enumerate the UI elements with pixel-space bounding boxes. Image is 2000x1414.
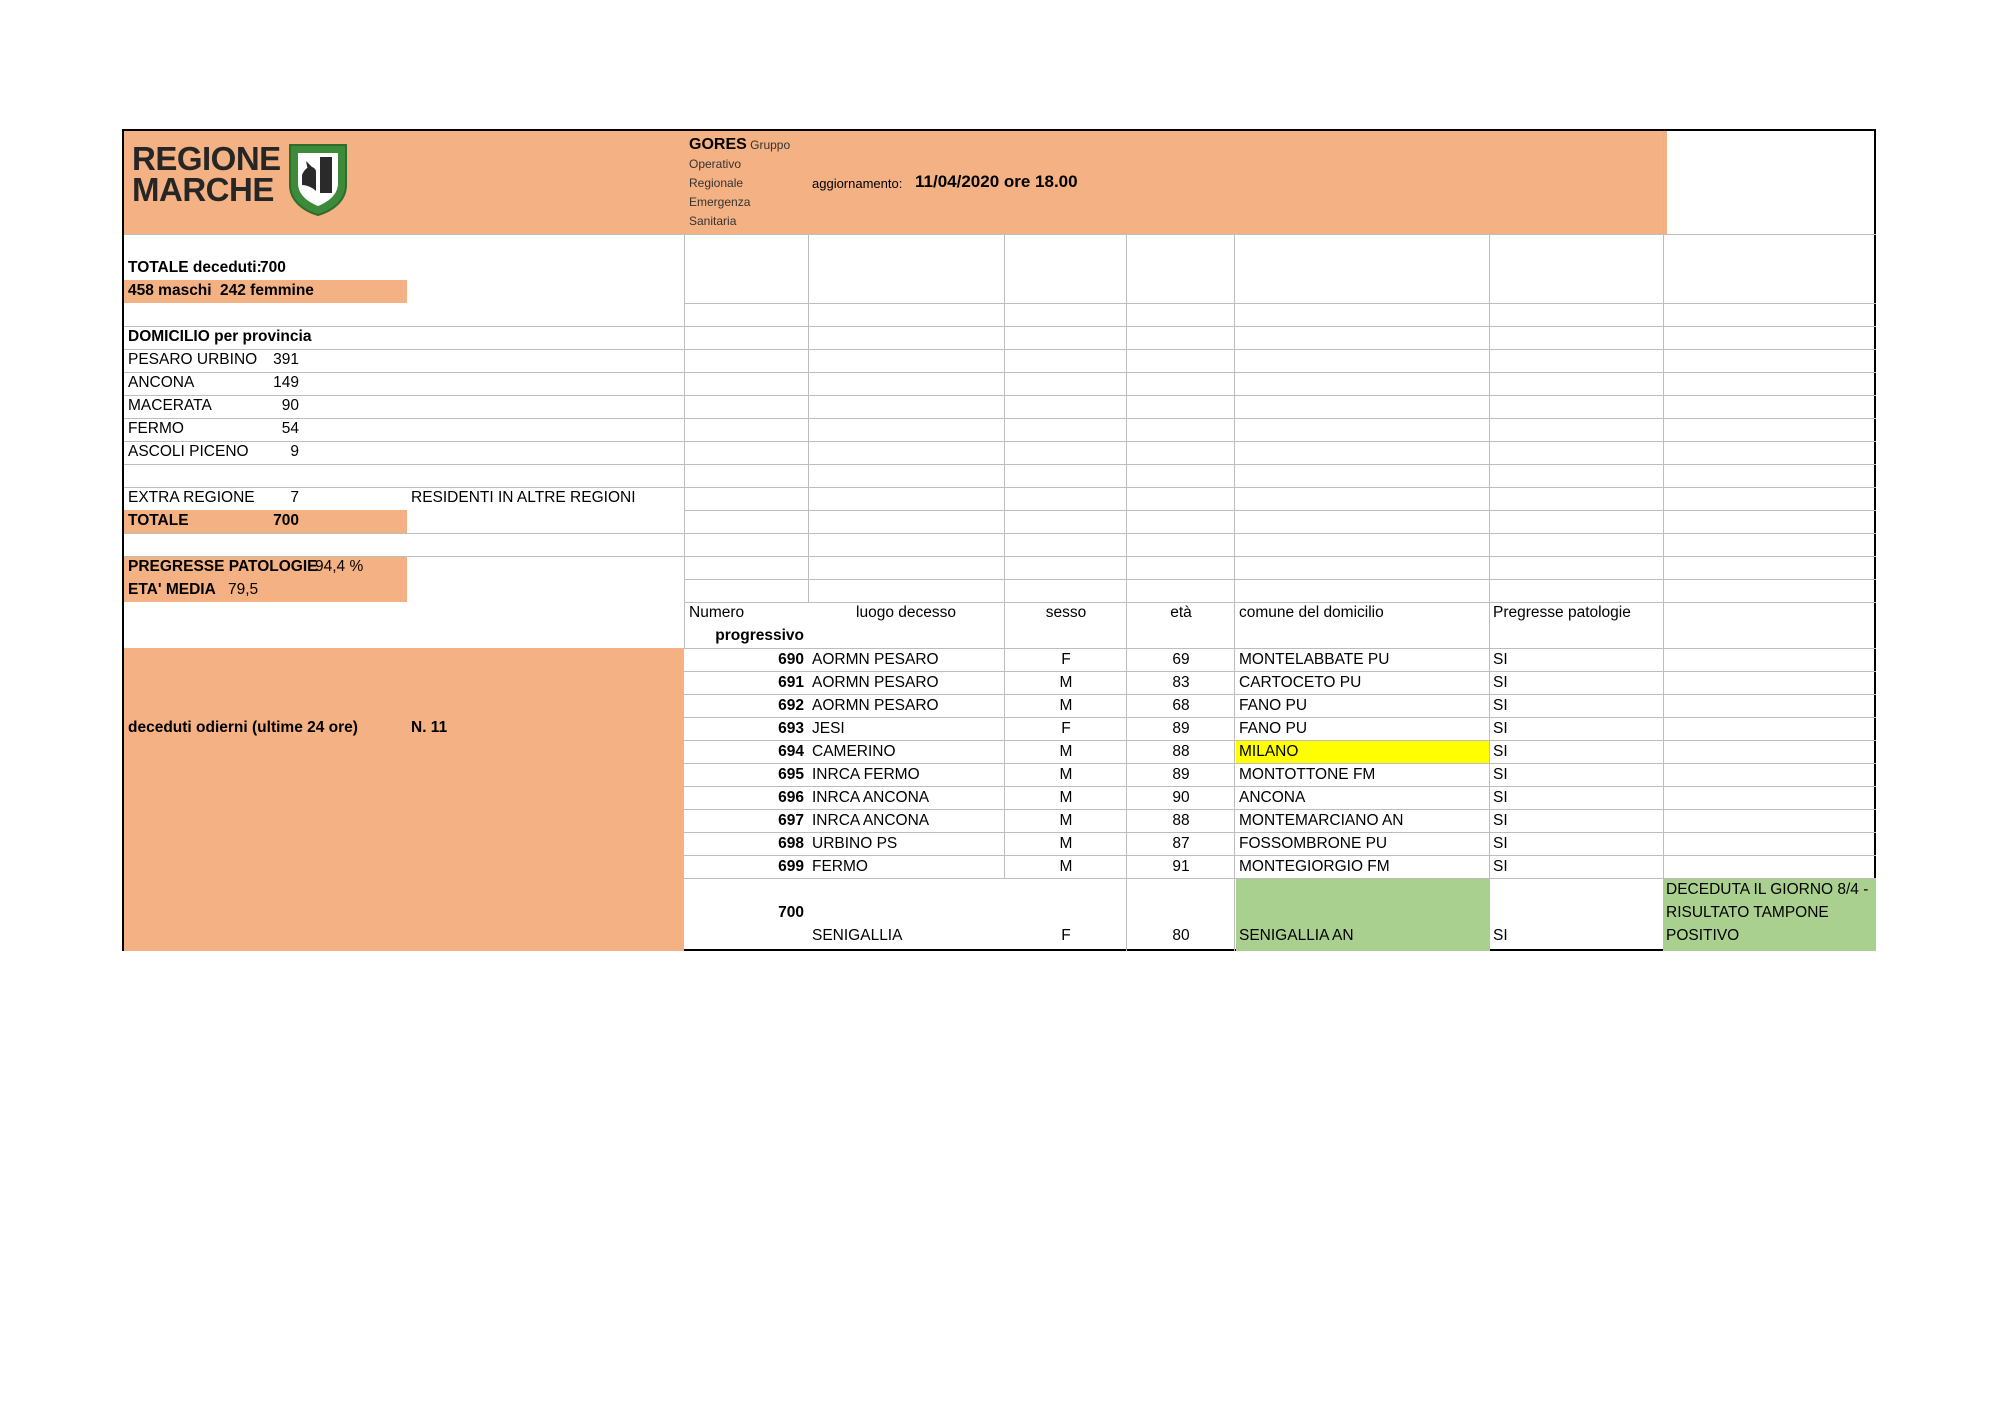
province-value: 149 [273,374,299,391]
odierni-label: deceduti odierni (ultime 24 ore) [128,719,358,736]
row-comune: MONTEMARCIANO AN [1239,812,1404,829]
grid-row-line [684,303,1876,304]
femmine: 242 femmine [220,282,314,299]
grid-row-line [124,326,684,327]
domicilio-title: DOMICILIO per provincia [128,328,312,345]
province-name: ASCOLI PICENO [128,443,249,460]
eta-media-value: 79,5 [228,581,259,598]
row-patologie: SI [1493,835,1508,852]
province-value: 54 [281,420,299,437]
row-luogo: JESI [812,720,845,737]
row-comune: MILANO [1239,743,1299,760]
province-name: MACERATA [128,397,212,414]
grid-row-line [684,556,1876,557]
grid-row-line [684,579,1876,580]
row-numero: 698 [778,835,804,852]
row-luogo: URBINO PS [812,835,898,852]
row-comune: MONTELABBATE PU [1239,651,1390,668]
header-patologie: Pregresse patologie [1493,604,1631,621]
grid-row-line [124,372,684,373]
extra-regione-label: EXTRA REGIONE [128,489,255,506]
row-comune: MONTEGIORGIO FM [1239,858,1390,875]
province-name: PESARO URBINO [128,351,258,368]
odierni-block [124,648,684,951]
row-eta: 83 [1172,674,1190,691]
row-sesso: M [1059,858,1073,875]
last-row-num: 700 [778,904,804,921]
grid-row-line [684,510,1876,511]
row-patologie: SI [1493,674,1508,691]
last-row-comune: SENIGALLIA AN [1239,927,1354,944]
grid-row-line [684,418,1876,419]
grid-row-line [124,464,684,465]
row-numero: 699 [778,858,804,875]
row-luogo: INRCA ANCONA [812,789,930,806]
grid-row-line [684,671,1876,672]
header-eta: età [1170,604,1192,621]
province-name: ANCONA [128,374,195,391]
last-row-eta: 80 [1172,927,1190,944]
totale-deceduti-value: 700 [260,259,286,276]
row-eta: 89 [1172,766,1190,783]
province-value: 391 [273,351,299,368]
grid-row-line [124,349,684,350]
row-luogo: CAMERINO [812,743,896,760]
grid-row-line [684,533,1876,534]
org-block [689,135,790,231]
header-progressivo: progressivo [715,627,804,644]
grid-row-line [684,349,1876,350]
grid-row-line [124,234,1876,235]
grid-row-line [684,832,1876,833]
last-row-note-0: DECEDUTA IL GIORNO 8/4 - [1666,881,1869,898]
grid-col-line [1234,234,1235,951]
row-sesso: M [1059,743,1073,760]
row-numero: 691 [778,674,804,691]
maschi: 458 maschi [128,282,212,299]
row-sesso: M [1059,812,1073,829]
row-patologie: SI [1493,697,1508,714]
org-line-0: Gruppo [746,138,791,152]
grid-col-line [1663,131,1664,951]
org-line-4: Sanitaria [689,214,737,228]
header-numero: Numero [689,604,745,621]
row-patologie: SI [1493,858,1508,875]
grid-row-line [684,441,1876,442]
province-value: 9 [290,443,299,460]
province-value: 90 [281,397,299,414]
row-eta: 69 [1172,651,1190,668]
last-row-note-1: RISULTATO TAMPONE [1666,904,1829,921]
grid-row-line [124,556,684,557]
grid-row-line [684,395,1876,396]
grid-col-line [684,234,685,648]
last-row-luogo: SENIGALLIA [812,927,903,944]
update-value: 11/04/2020 ore 18.00 [915,172,1078,191]
grid-row-line [684,786,1876,787]
header-luogo: luogo decesso [856,604,956,621]
row-comune: FOSSOMBRONE PU [1239,835,1388,852]
grid-row-line [684,648,1876,649]
row-sesso: M [1059,835,1073,852]
row-eta: 88 [1172,743,1190,760]
row-eta: 91 [1172,858,1190,875]
extra-regione-note: RESIDENTI IN ALTRE REGIONI [411,489,636,506]
org-line-1: Operativo [689,157,742,171]
row-numero: 693 [778,720,804,737]
row-numero: 696 [778,789,804,806]
grid-row-line [684,717,1876,718]
extra-regione-value: 7 [290,489,299,506]
last-row-note-2: POSITIVO [1666,927,1740,944]
grid-row-line [684,855,1876,856]
org-line-3: Emergenza [689,195,751,209]
row-sesso: M [1059,697,1073,714]
row-sesso: F [1061,651,1071,668]
patologie-label: PREGRESSE PATOLOGIE [128,558,318,575]
row-numero: 692 [778,697,804,714]
row-luogo: INRCA ANCONA [812,812,930,829]
header-comune: comune del domicilio [1239,604,1384,621]
row-patologie: SI [1493,789,1508,806]
province-name: FERMO [128,420,184,437]
grid-row-line [124,533,684,534]
row-patologie: SI [1493,720,1508,737]
row-sesso: M [1059,766,1073,783]
grid-row-line [684,602,1876,603]
row-comune: ANCONA [1239,789,1306,806]
row-eta: 88 [1172,812,1190,829]
grid-col-line [1004,234,1005,878]
row-eta: 68 [1172,697,1190,714]
org-line-2: Regionale [689,176,744,190]
row-patologie: SI [1493,743,1508,760]
grid-row-line [684,809,1876,810]
row-sesso: M [1059,789,1073,806]
grid-row-line [684,878,1876,879]
grid-row-line [684,694,1876,695]
grid-row-line [684,326,1876,327]
row-patologie: SI [1493,766,1508,783]
header-sesso: sesso [1045,604,1087,621]
grid-row-line [124,395,684,396]
row-patologie: SI [1493,651,1508,668]
update-label: aggiornamento: [812,176,903,191]
grid-row-line [684,487,1876,488]
row-numero: 697 [778,812,804,829]
row-luogo: AORMN PESARO [812,651,939,668]
row-comune: FANO PU [1239,720,1308,737]
row-comune: FANO PU [1239,697,1308,714]
regione-marche-crest-icon [286,141,350,217]
row-numero: 694 [778,743,804,760]
row-luogo: INRCA FERMO [812,766,920,783]
row-numero: 690 [778,651,804,668]
grid-row-line [124,441,684,442]
report-sheet [122,129,1876,951]
row-sesso: M [1059,674,1073,691]
totale-value: 700 [273,512,299,529]
grid-row-line [124,487,684,488]
grid-col-line [808,234,809,602]
row-luogo: AORMN PESARO [812,674,939,691]
grid-col-line [1126,234,1127,951]
row-eta: 89 [1172,720,1190,737]
odierni-value: N. 11 [411,719,448,736]
totale-label: TOTALE [128,512,189,529]
row-patologie: SI [1493,812,1508,829]
grid-col-line [1489,234,1490,951]
grid-row-line [684,464,1876,465]
last-row-sesso: F [1061,927,1071,944]
row-eta: 87 [1172,835,1190,852]
logo-text-marche: MARCHE [132,171,274,208]
row-numero: 695 [778,766,804,783]
eta-media-label: ETA' MEDIA [128,581,216,598]
grid-row-line [124,418,684,419]
row-comune: CARTOCETO PU [1239,674,1362,691]
row-comune: MONTOTTONE FM [1239,766,1376,783]
patologie-value: 94,4 % [315,558,364,575]
row-luogo: AORMN PESARO [812,697,939,714]
last-row-patologie: SI [1493,927,1508,944]
row-sesso: F [1061,720,1071,737]
grid-row-line [684,763,1876,764]
totale-deceduti-label: TOTALE deceduti: [128,259,262,276]
row-luogo: FERMO [812,858,868,875]
row-eta: 90 [1172,789,1190,806]
org-name: GORES [689,136,747,153]
grid-row-line [684,372,1876,373]
logo-text-regione: REGIONE [132,140,281,177]
grid-row-line [684,740,1876,741]
